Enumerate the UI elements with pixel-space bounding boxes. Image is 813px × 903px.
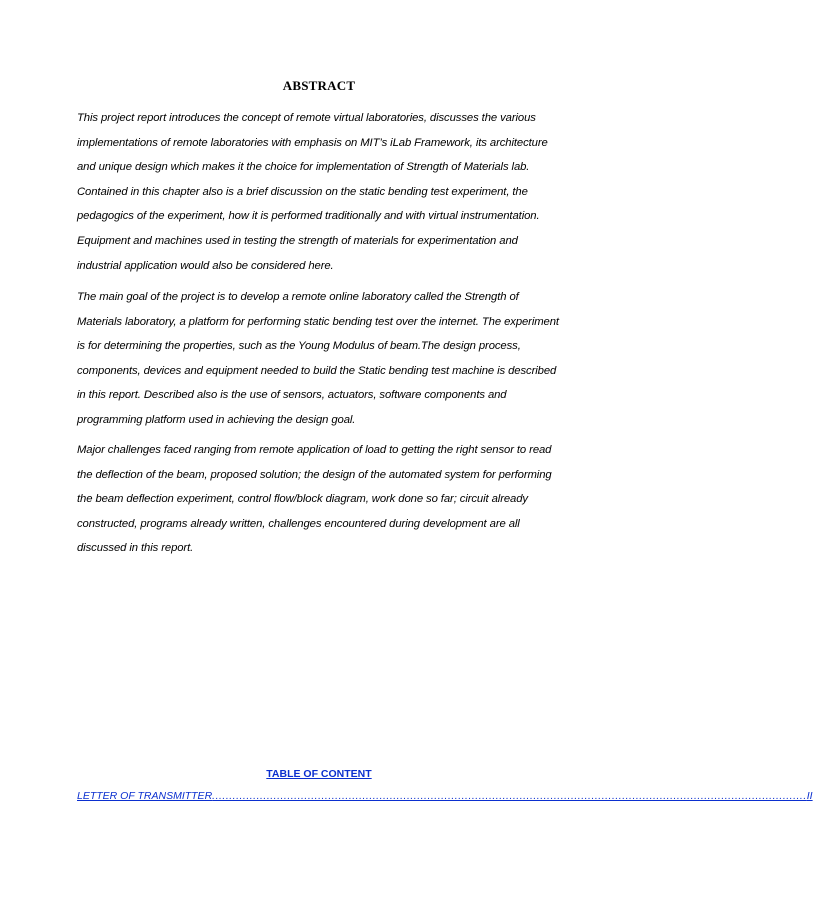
abstract-paragraph-2: The main goal of the project is to develop a remote online laboratory called the Strength of Materials laboratory, a platform for performing static bending test over the internet. The experiment is for determining the properties, such as the Young Modulus of beam.The design process, components, devices and equipment needed to build the Static bending test machine is described in this report. Described also is the use of sensors, actuators, software components and programming platform used in achieving the design goal. (77, 291, 559, 426)
toc-heading-link[interactable]: TABLE OF CONTENT (266, 768, 372, 780)
abstract-title: ABSTRACT (282, 78, 356, 93)
toc-entry-letter-of-transmitter[interactable] (77, 790, 813, 802)
toc-entry-leader: .............................................................................................................................................................................. (212, 790, 807, 802)
abstract-paragraph-1: This project report introduces the concept of remote virtual laboratories, discusses the various implementations of remote laboratories with emphasis on MIT’s iLab Framework, its architecture and unique design which makes it the choice for implementation of Strength of Materials lab. Contained in this chapter also is a brief discussion on the static bending test experiment, the pedagogics of the experiment, how it is performed traditionally and with virtual instrumentation. Equipment and machines used in testing the strength of materials for experimentation and industrial application would also be considered here. (77, 112, 548, 272)
toc-entry-page-number[interactable]: II (806, 790, 813, 802)
abstract-paragraph-3: Major challenges faced ranging from remote application of load to getting the right sensor to read the deflection of the beam, proposed solution; the design of the automated system for performing the beam deflection experiment, control flow/block diagram, work done so far; circuit already constructed, programs already written, challenges encountered during development are all discussed in this report. (77, 444, 552, 555)
toc-entry-label[interactable]: LETTER OF TRANSMITTER (77, 790, 213, 802)
